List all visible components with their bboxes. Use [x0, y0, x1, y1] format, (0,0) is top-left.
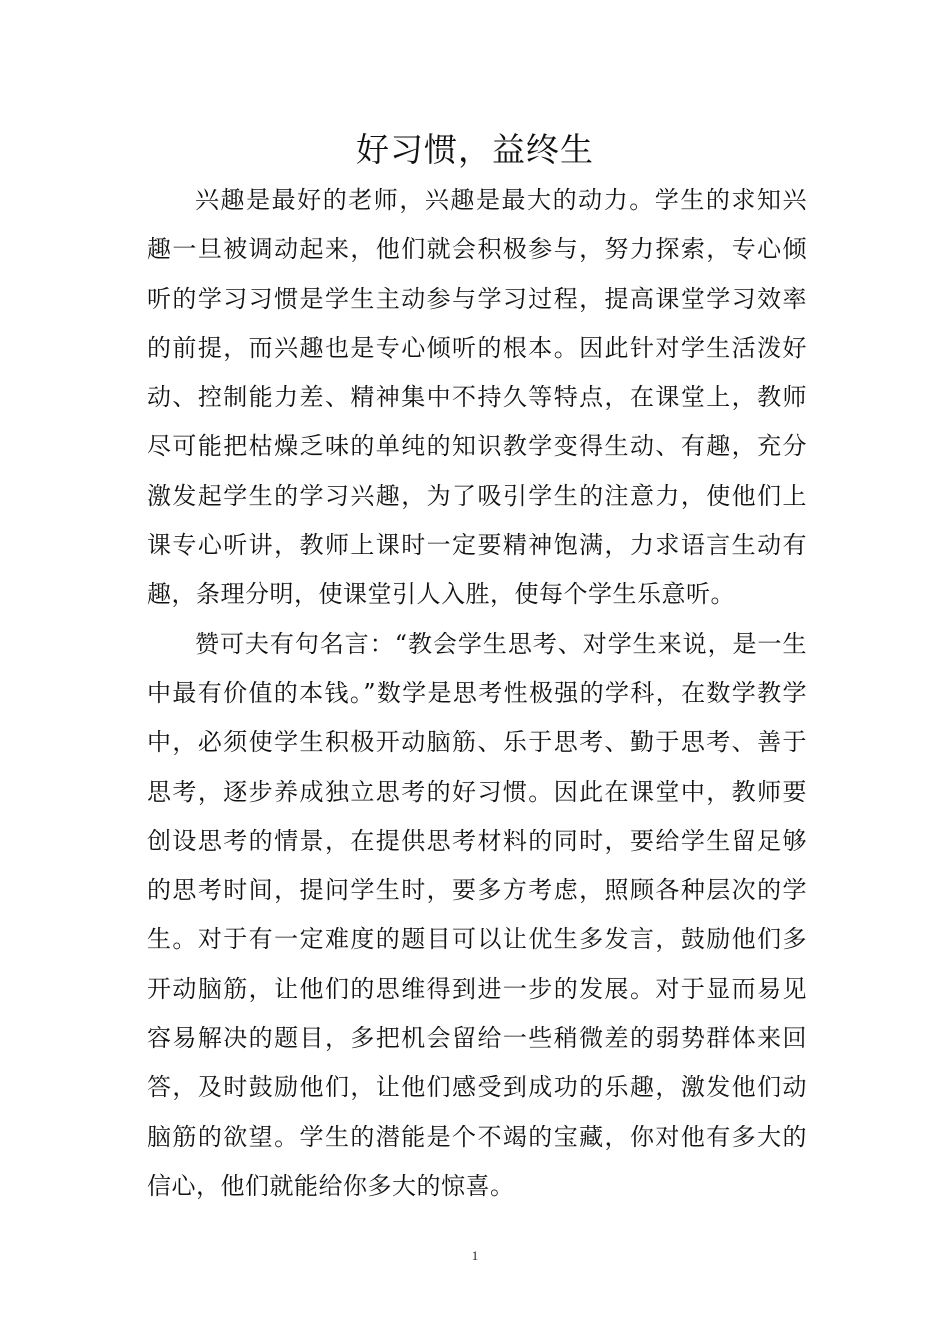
paragraph-interest: 兴趣是最好的老师，兴趣是最大的动力。学生的求知兴趣一旦被调动起来，他们就会积极参与，努力探索，专心倾听的学习习惯是学生主动参与学习过程，提高课堂学习效率的前提，而兴趣也是专心倾听的根本。因此针对学生活泼好动、控制能力差、精神集中不持久等特点，在课堂上，教师尽可能把枯燥乏味的单纯的知识教学变得生动、有趣，充分激发起学生的学习兴趣，为了吸引学生的注意力，使他们上课专心听讲，教师上课时一定要精神饱满，力求语言生动有趣，条理分明，使课堂引人入胜，使每个学生乐意听。 [147, 186, 807, 609]
paragraph-thinking: 赞可夫有句名言：“教会学生思考、对学生来说，是一生中最有价值的本钱。”数学是思考性极强的学科，在数学教学中，必须使学生积极开动脑筋、乐于思考、勤于思考、善于思考，逐步养成独立思考的好习惯。因此在课堂中，教师要创设思考的情景，在提供思考材料的同时，要给学生留足够的思考时间，提问学生时，要多方考虑，照顾各种层次的学生。对于有一定难度的题目可以让优生多发言，鼓励他们多开动脑筋，让他们的思维得到进一步的发展。对于显而易见容易解决的题目，多把机会留给一些稍微差的弱势群体来回答，及时鼓励他们，让他们感受到成功的乐趣，激发他们动脑筋的欲望。学生的潜能是个不竭的宝藏，你对他有多大的信心，他们就能给你多大的惊喜。 [147, 629, 807, 1200]
document-body [147, 176, 807, 1211]
page-number: 1 [471, 1248, 479, 1263]
document-title: 好习惯，益终生 [356, 130, 594, 169]
